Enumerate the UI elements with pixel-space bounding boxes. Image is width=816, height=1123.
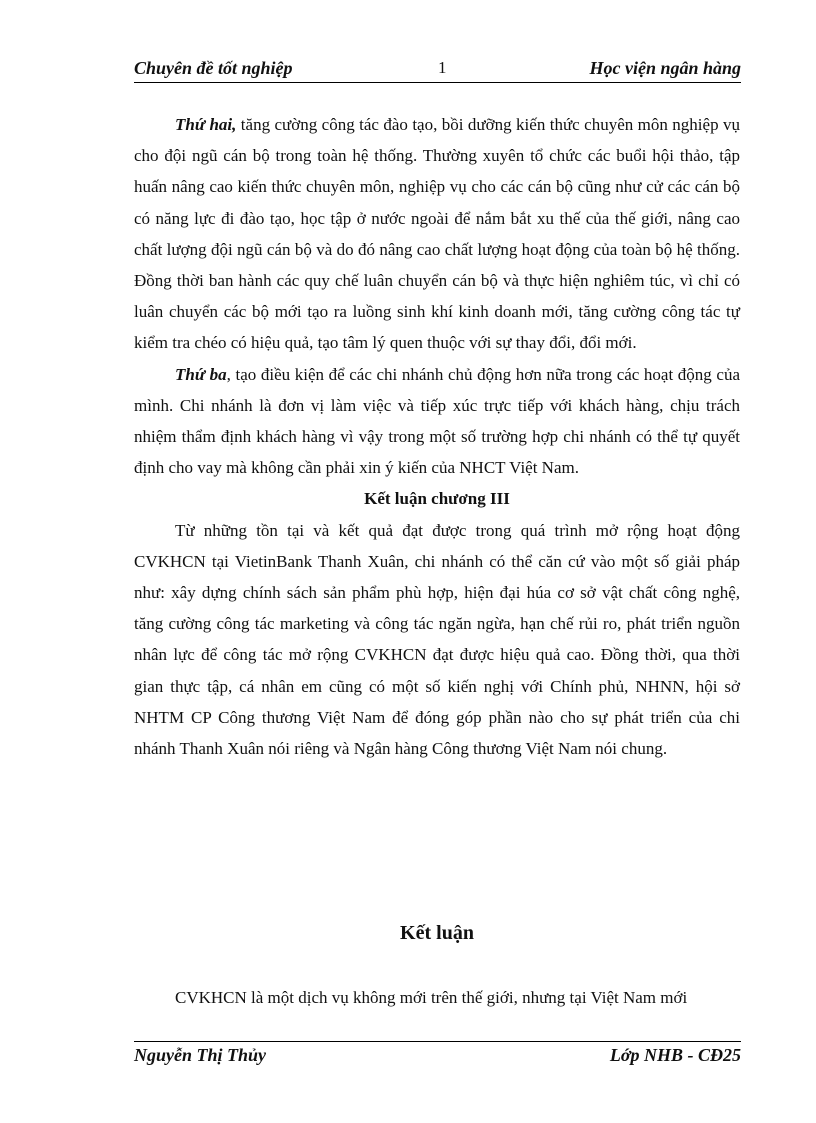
paragraph-lead: Thứ ba — [175, 364, 227, 384]
chapter-conclusion-text: Từ những tồn tại và kết quả đạt được trong quá trình mở rộng hoạt động CVKHCN tại VietinBank Thanh Xuân, chi nhánh có thể căn cứ vào một số giải pháp như: xây dựng chính sách sản phẩm phù hợp, hiện đại húa cơ sở vật chất công nghệ, tăng cường công tác marketing và công tác ngăn ngừa, hạn chế rủi ro, phát triển nguồn nhân lực để công tác mở rộng CVKHCN đạt được hiệu quả cao. Đồng thời, qua thời gian thực tập, cá nhân em cũng có một số kiến nghị với Chính phủ, NHNN, hội sở NHTM CP Công thương Việt Nam để đóng góp phần nào cho sự phát triển của chi nhánh Thanh Xuân nói riêng và Ngân hàng Công thương Việt Nam nói chung. — [134, 520, 740, 759]
paragraph-thu-ba — [134, 359, 740, 484]
paragraph-lead: Thứ hai, — [175, 115, 237, 134]
paragraph-text: , tạo điều kiện để các chi nhánh chủ động hơn nữa trong các hoạt động của mình. Chi nhánh là đơn vị làm việc và tiếp xúc trực tiếp với khách hàng, chịu trách nhiệm thẩm định khách hàng vì vậy trong một số trường hợp chi nhánh có thể tự quyết định cho vay mà không cần phải xin ý kiến của NHCT Việt Nam. — [134, 364, 740, 478]
header-institution: Học viện ngân hàng — [589, 58, 741, 78]
footer-author: Nguyễn Thị Thủy — [134, 1045, 267, 1065]
conclusion-text: CVKHCN là một dịch vụ không mới trên thế giới, nhưng tại Việt Nam mới — [175, 988, 688, 1007]
footer-class: Lớp NHB - CĐ25 — [609, 1045, 741, 1065]
page-header — [134, 56, 741, 83]
header-document-type: Chuyên đề tốt nghiệp — [134, 58, 293, 78]
page-number: 1 — [438, 58, 447, 77]
paragraph-thu-hai — [134, 109, 740, 359]
conclusion-title: Kết luận — [400, 922, 474, 944]
page-footer — [134, 1041, 741, 1072]
paragraph-text: tăng cường công tác đào tạo, bồi dưỡng kiến thức chuyên môn nghiệp vụ cho đội ngũ cán bộ trong toàn hệ thống. Thường xuyên tổ chức các buổi hội thảo, tập huấn nâng cao kiến thức chuyên môn, nghiệp vụ cho các cán bộ cũng như cử các cán bộ có năng lực đi đào tạo, học tập ở nước ngoài để nắm bắt xu thế của thế giới, nâng cao chất lượng đội ngũ cán bộ và do đó nâng cao chất lượng hoạt động của toàn bộ hệ thống. Đồng thời ban hành các quy chế luân chuyển cán bộ và thực hiện nghiêm túc, vì chỉ có luân chuyển các bộ mới tạo ra luồng sinh khí kinh doanh mới, tăng cường công tác tự kiểm tra chéo có hiệu quả, tạo tâm lý quen thuộc với sự thay đổi, đổi mới. — [134, 115, 740, 353]
conclusion-body — [134, 982, 740, 1013]
chapter-conclusion-title: Kết luận chương III — [364, 489, 510, 509]
document-body — [134, 109, 740, 764]
